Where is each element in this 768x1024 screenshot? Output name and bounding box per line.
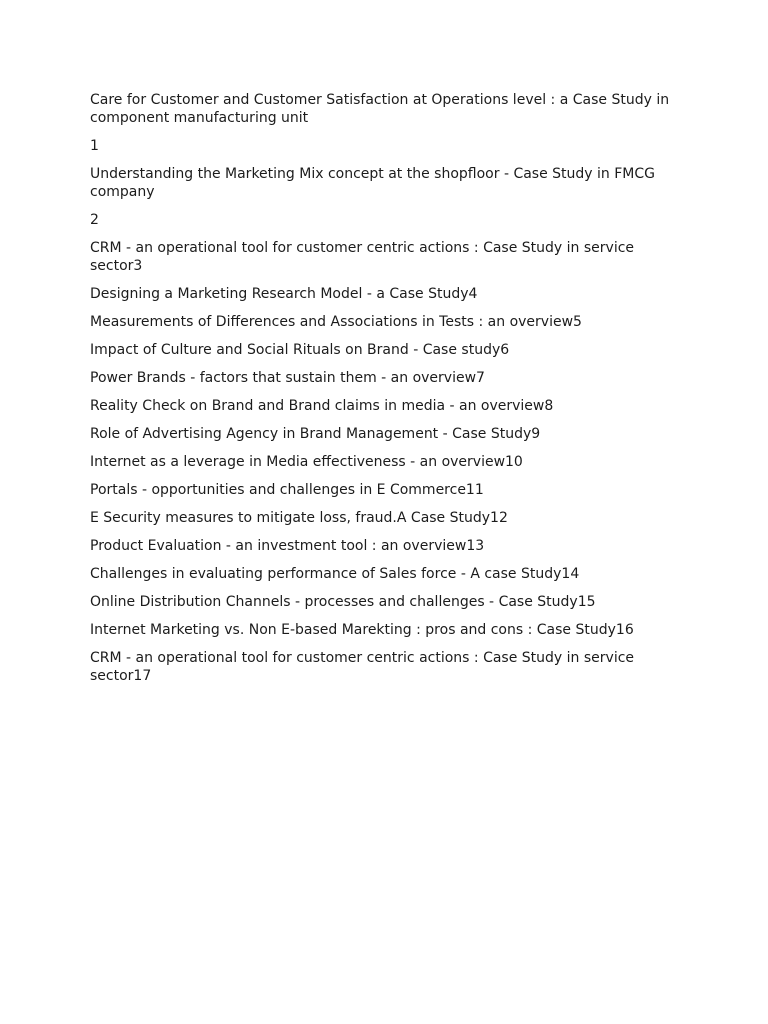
paragraph-e-security: E Security measures to mitigate loss, fraud.A Case Study12: [90, 510, 508, 526]
paragraph-advertising-agency: Role of Advertising Agency in Brand Management - Case Study9: [90, 426, 541, 442]
document-body: [90, 91, 690, 695]
paragraph-reality-check-brand: Reality Check on Brand and Brand claims in media - an overview8: [90, 398, 554, 414]
paragraph-case-study-marketing-mix: Understanding the Marketing Mix concept at the shopfloor - Case Study in FMCG company: [90, 166, 655, 200]
paragraph-online-distribution: Online Distribution Channels - processes and challenges - Case Study15: [90, 594, 596, 610]
paragraph-product-evaluation: Product Evaluation - an investment tool : an overview13: [90, 538, 485, 554]
paragraph-sales-force: Challenges in evaluating performance of Sales force - A case Study14: [90, 566, 580, 582]
paragraph-number: 1: [90, 138, 99, 154]
paragraph-crm-case-study: CRM - an operational tool for customer centric actions : Case Study in service sector3: [90, 240, 635, 274]
paragraph-number: 2: [90, 212, 99, 228]
paragraph-portals-ecommerce: Portals - opportunities and challenges in E Commerce11: [90, 482, 484, 498]
paragraph-measurements-differences: Measurements of Differences and Associations in Tests : an overview5: [90, 314, 582, 330]
paragraph-internet-marketing: Internet Marketing vs. Non E-based Marekting : pros and cons : Case Study16: [90, 622, 634, 638]
paragraph-case-study-customer-satisfaction: Care for Customer and Customer Satisfaction at Operations level : a Case Study in component manufacturing unit: [90, 92, 670, 126]
paragraph-culture-rituals-brand: Impact of Culture and Social Rituals on Brand - Case study6: [90, 342, 510, 358]
paragraph-marketing-research-model: Designing a Marketing Research Model - a Case Study4: [90, 286, 478, 302]
paragraph-internet-media: Internet as a leverage in Media effectiveness - an overview10: [90, 454, 523, 470]
paragraph-power-brands: Power Brands - factors that sustain them - an overview7: [90, 370, 485, 386]
paragraph-crm-case-study-repeat: CRM - an operational tool for customer centric actions : Case Study in service sector17: [90, 650, 635, 684]
